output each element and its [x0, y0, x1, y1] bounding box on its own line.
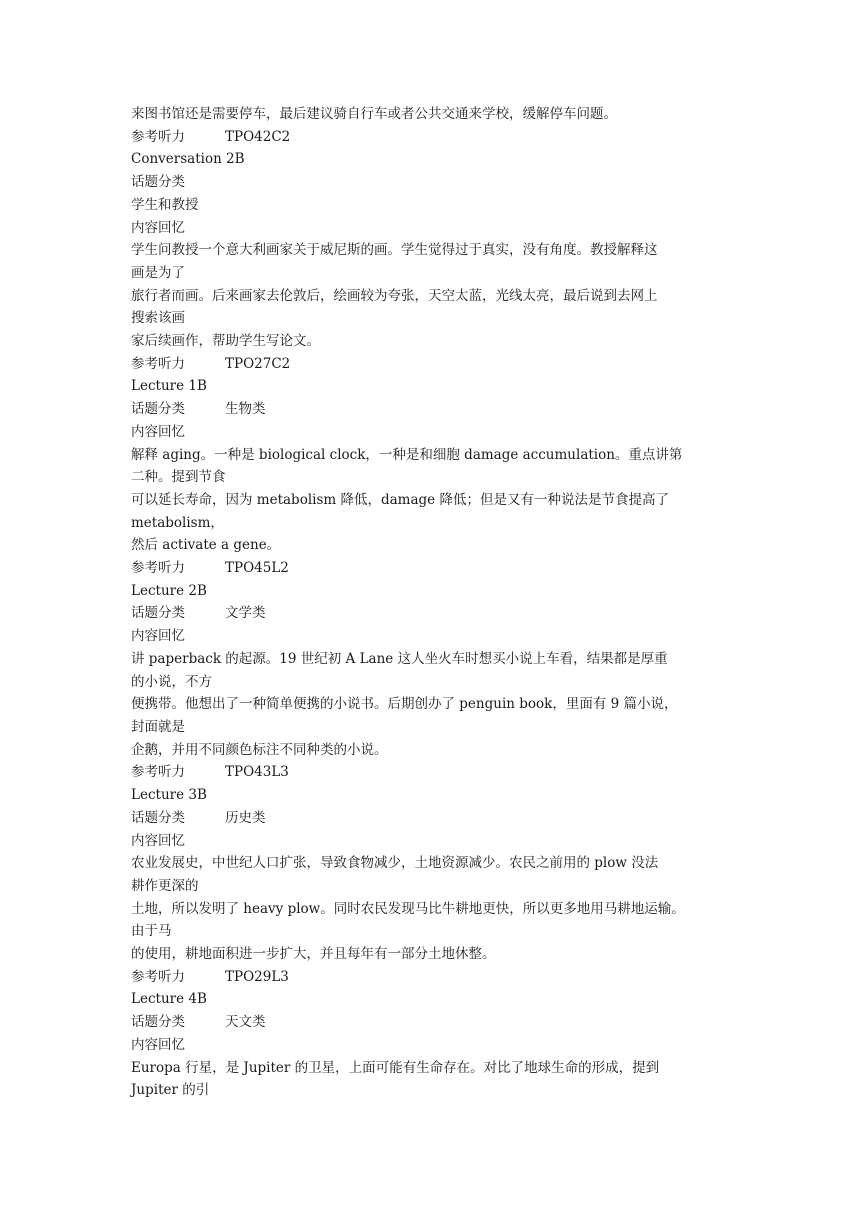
text-line: 的使用，耕地面积进一步扩大，并且每年有一部分土地休整。	[131, 946, 496, 963]
text-line: metabolism，	[131, 514, 224, 531]
text-line: 学生问教授一个意大利画家关于威尼斯的画。学生觉得过于真实，没有角度。教授解释这	[131, 242, 658, 259]
reference-row	[131, 353, 737, 376]
text-line: 二种。提到节食	[131, 469, 226, 486]
topic-value: 学生和教授	[131, 196, 199, 213]
text-line: 解释 aging。一种是 biological clock，一种是和细胞 damage accumulation。重点讲第	[131, 446, 683, 463]
topic-value: 天文类	[225, 1014, 266, 1031]
section-title: Lecture 3B	[131, 787, 207, 804]
recall-label: 内容回忆	[131, 832, 185, 849]
reference-code: TPO42C2	[225, 128, 291, 145]
text-line: 可以延长寿命，因为 metabolism 降低，damage 降低；但是又有一种说法是节食提高了	[131, 491, 669, 508]
topic-label: 话题分类	[131, 1014, 185, 1031]
text-line: 封面就是	[131, 718, 185, 735]
text-line: 然后 activate a gene。	[131, 537, 281, 554]
topic-label: 话题分类	[131, 174, 185, 191]
topic-row	[131, 602, 737, 625]
recall-label: 内容回忆	[131, 1036, 185, 1053]
text-line: 搜索该画	[131, 310, 185, 327]
topic-label: 话题分类	[131, 401, 185, 418]
reference-label: 参考听力	[131, 128, 185, 145]
reference-label: 参考听力	[131, 355, 185, 372]
section-title: Lecture 4B	[131, 991, 207, 1008]
topic-value: 文学类	[225, 605, 266, 622]
text-line: Europa 行星，是 Jupiter 的卫星，上面可能有生命存在。对比了地球生命的形成，提到	[131, 1059, 660, 1076]
section-title: Lecture 1B	[131, 378, 207, 395]
text-line: 旅行者而画。后来画家去伦敦后，绘画较为夸张，天空太蓝，光线太亮，最后说到去网上	[131, 287, 658, 304]
text-line: Jupiter 的引	[131, 1082, 210, 1099]
topic-value: 历史类	[225, 809, 266, 826]
text-line: 家后续画作，帮助学生写论文。	[131, 333, 320, 350]
reference-code: TPO45L2	[225, 560, 289, 577]
reference-label: 参考听力	[131, 968, 185, 985]
topic-row	[131, 1011, 737, 1034]
section-title: Lecture 2B	[131, 582, 207, 599]
reference-row	[131, 966, 737, 989]
topic-row	[131, 398, 737, 421]
text-line: 画是为了	[131, 264, 185, 281]
recall-label: 内容回忆	[131, 219, 185, 236]
section-title: Conversation 2B	[131, 151, 245, 168]
text-line: 耕作更深的	[131, 877, 199, 894]
recall-label: 内容回忆	[131, 423, 185, 440]
topic-value: 生物类	[225, 401, 266, 418]
recall-label: 内容回忆	[131, 628, 185, 645]
document-body	[131, 103, 737, 1102]
reference-row	[131, 761, 737, 784]
text-line: 来图书馆还是需要停车，最后建议骑自行车或者公共交通来学校，缓解停车问题。	[131, 106, 617, 122]
text-line: 农业发展史，中世纪人口扩张，导致食物减少，土地资源减少。农民之前用的 plow 没法	[131, 855, 659, 872]
text-line: 土地，所以发明了 heavy plow。同时农民发现马比牛耕地更快，所以更多地用马耕地运输。	[131, 900, 685, 917]
reference-label: 参考听力	[131, 764, 185, 781]
text-line: 由于马	[131, 923, 172, 940]
text-line: 讲 paperback 的起源。19 世纪初 A Lane 这人坐火车时想买小说上车看，结果都是厚重	[131, 650, 668, 667]
reference-row	[131, 557, 737, 580]
topic-label: 话题分类	[131, 605, 185, 622]
reference-code: TPO27C2	[225, 355, 291, 372]
text-line: 企鹅，并用不同颜色标注不同种类的小说。	[131, 741, 388, 758]
topic-label: 话题分类	[131, 809, 185, 826]
topic-row	[131, 807, 737, 830]
reference-row	[131, 126, 737, 149]
reference-label: 参考听力	[131, 560, 185, 577]
reference-code: TPO29L3	[225, 968, 289, 985]
text-line: 的小说，不方	[131, 673, 212, 690]
text-line: 便携带。他想出了一种简单便携的小说书。后期创办了 penguin book，里面有 9 篇小说，	[131, 696, 678, 713]
reference-code: TPO43L3	[225, 764, 289, 781]
